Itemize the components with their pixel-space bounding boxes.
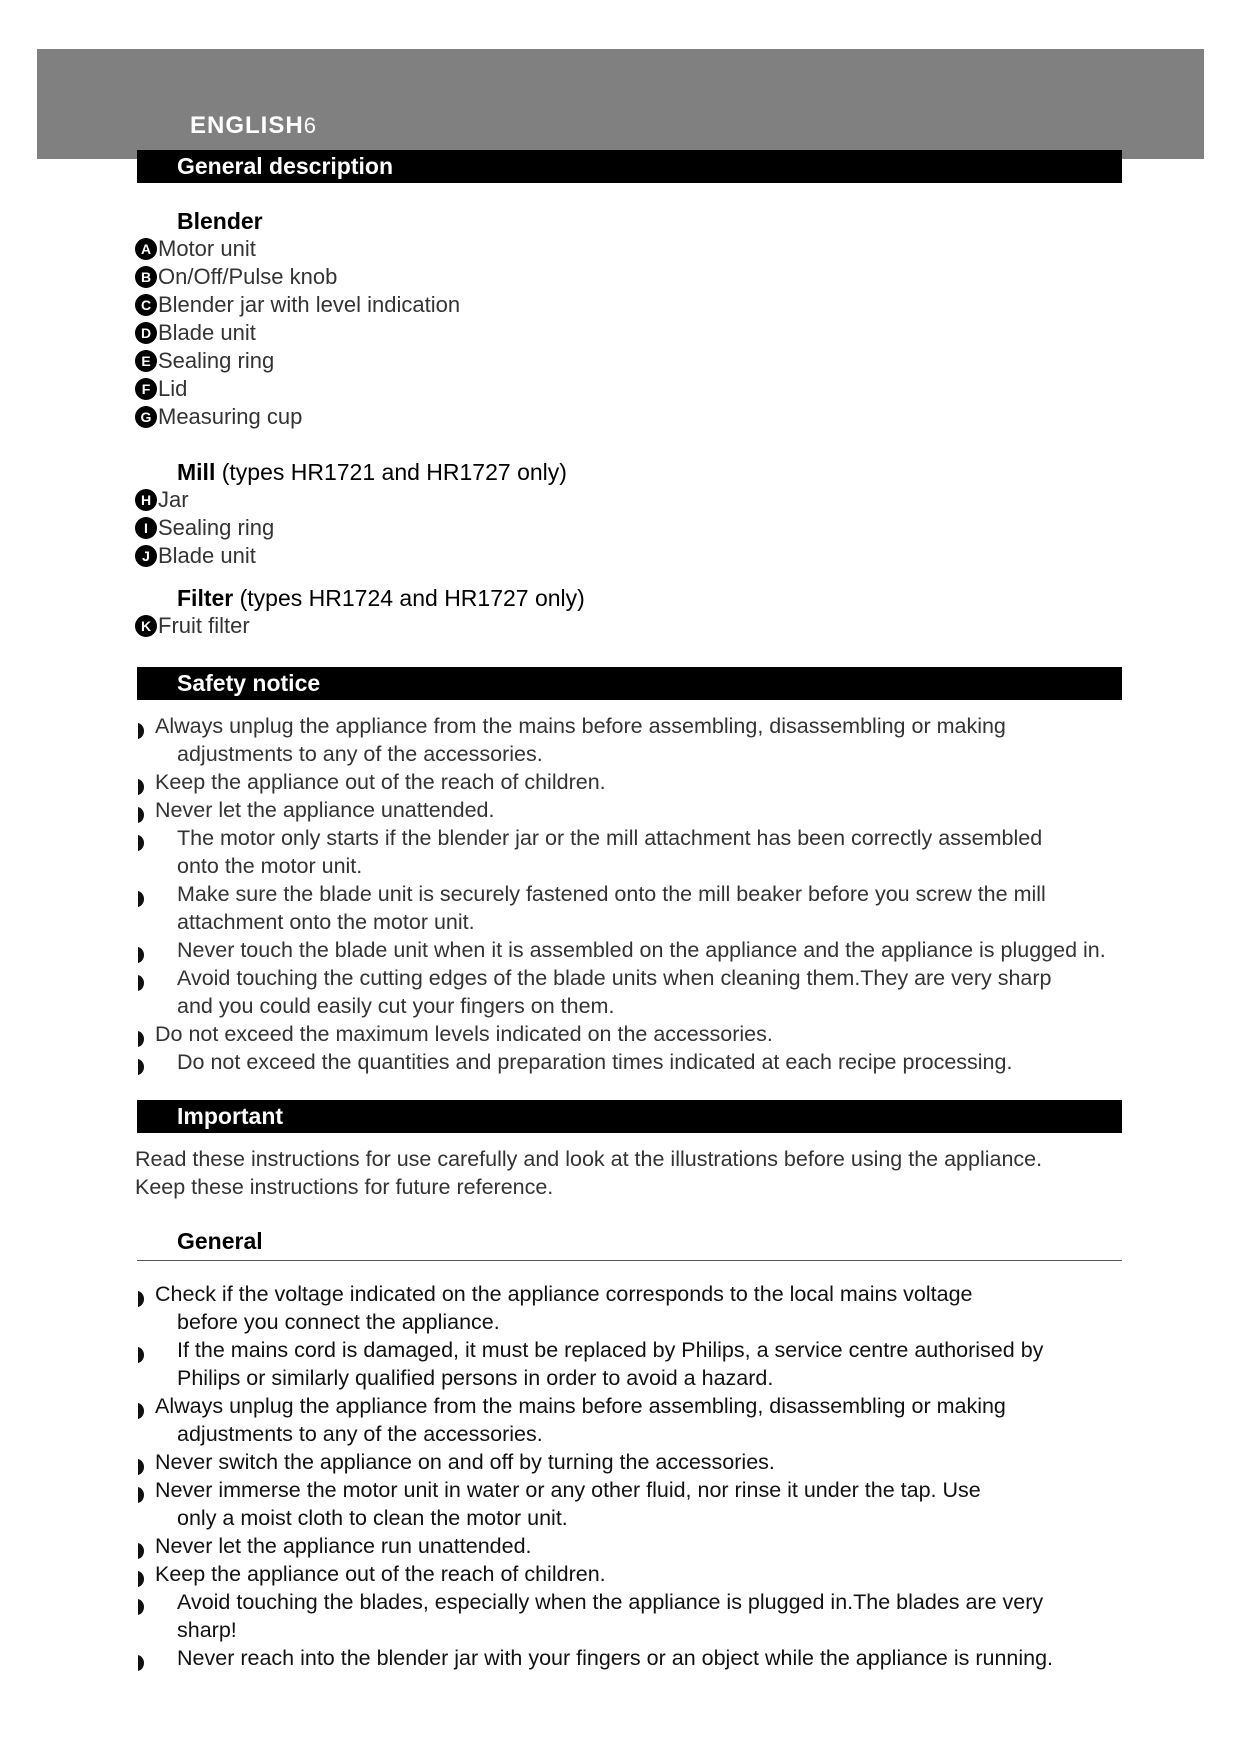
bullet-icon [135,1569,148,1589]
header-bar [37,49,1204,159]
part-item [135,263,337,291]
bullet-icon [135,1345,148,1365]
general-line: sharp! [177,1618,237,1642]
bullet-icon [135,777,148,797]
section-header-general-description [137,150,1122,183]
section-header-safety-notice [137,667,1122,700]
letter-badge-icon: B [135,266,157,288]
part-item [135,347,274,375]
letter-badge-icon: G [135,406,157,428]
part-item [135,235,256,263]
section-header-important [137,1100,1122,1133]
part-label: Blade unit [158,543,256,568]
general-line: before you connect the appliance. [177,1310,500,1334]
part-item [135,375,187,403]
part-label: Lid [158,376,188,401]
letter-badge-icon: E [135,350,157,372]
general-line: Philips or similarly qualified persons in order to avoid a hazard. [177,1366,774,1390]
section-title: General description [177,153,394,179]
part-item [135,319,256,347]
part-label: Measuring cup [158,404,303,429]
general-line: If the mains cord is damaged, it must be replaced by Philips, a service centre authorised by [177,1338,1044,1362]
bullet-icon [135,1653,148,1673]
letter-badge-icon: A [135,238,157,260]
general-line: Keep the appliance out of the reach of children. [155,1562,606,1586]
part-label: Blender jar with level indication [158,292,461,317]
letter-badge-icon: K [135,615,157,637]
safety-line: onto the motor unit. [177,854,363,878]
general-line: adjustments to any of the accessories. [177,1422,543,1446]
bullet-icon [135,1457,148,1477]
bullet-icon [135,889,148,909]
bullet-icon [135,1289,148,1309]
part-item [135,403,302,431]
safety-line: and you could easily cut your fingers on them. [177,994,615,1018]
part-label: On/Off/Pulse knob [158,264,338,289]
part-label: Jar [158,487,189,512]
page-number: 6 [303,113,316,138]
bullet-icon [135,805,148,825]
general-line: Never reach into the blender jar with your fingers or an object while the appliance is running. [177,1646,1054,1670]
letter-badge-icon: F [135,378,157,400]
bullet-icon [135,721,148,741]
page-language-label [190,112,316,140]
intro-line: Read these instructions for use carefully and look at the illustrations before using the appliance. [135,1147,1043,1171]
part-label: Motor unit [158,236,256,261]
part-item [135,291,460,319]
bullet-icon [135,1057,148,1077]
part-item [135,542,256,570]
safety-line: Do not exceed the quantities and preparation times indicated at each recipe processing. [177,1050,1013,1074]
safety-line: Do not exceed the maximum levels indicated on the accessories. [155,1022,773,1046]
safety-line: Never let the appliance unattended. [155,798,495,822]
safety-line: Never touch the blade unit when it is assembled on the appliance and the appliance is plugged in. [177,938,1106,962]
bullet-icon [135,833,148,853]
safety-line: adjustments to any of the accessories. [177,742,543,766]
safety-line: Keep the appliance out of the reach of children. [155,770,606,794]
part-item [135,486,189,514]
general-line: Never switch the appliance on and off by turning the accessories. [155,1450,775,1474]
safety-line: attachment onto the motor unit. [177,910,475,934]
bullet-icon [135,1597,148,1617]
subheading-filter: Filter (types HR1724 and HR1727 only) [177,585,585,611]
part-label: Sealing ring [158,515,275,540]
letter-badge-icon: H [135,489,157,511]
general-line: Check if the voltage indicated on the appliance corresponds to the local mains voltage [155,1282,973,1306]
letter-badge-icon: J [135,545,157,567]
bullet-icon [135,945,148,965]
heading-rule [137,1260,1122,1261]
subheading-blender: Blender [177,208,263,234]
intro-line: Keep these instructions for future reference. [135,1175,554,1199]
general-line: Always unplug the appliance from the mains before assembling, disassembling or making [155,1394,1006,1418]
letter-badge-icon: C [135,294,157,316]
subheading-general: General [177,1228,263,1254]
bullet-icon [135,1485,148,1505]
letter-badge-icon: I [135,517,157,539]
bullet-icon [135,973,148,993]
bullet-icon [135,1401,148,1421]
safety-line: Always unplug the appliance from the mains before assembling, disassembling or making [155,714,1006,738]
part-item [135,612,250,640]
part-item [135,514,274,542]
safety-line: Make sure the blade unit is securely fastened onto the mill beaker before you screw the mill [177,882,1046,906]
safety-line: Avoid touching the cutting edges of the blade units when cleaning them.They are very sharp [177,966,1052,990]
safety-line: The motor only starts if the blender jar or the mill attachment has been correctly assembled [177,826,1043,850]
section-title: Safety notice [177,670,321,696]
general-line: Never immerse the motor unit in water or any other fluid, nor rinse it under the tap. Use [155,1478,981,1502]
subheading-mill: Mill (types HR1721 and HR1727 only) [177,459,567,485]
general-line: Avoid touching the blades, especially when the appliance is plugged in.The blades are very [177,1590,1044,1614]
letter-badge-icon: D [135,322,157,344]
general-line: Never let the appliance run unattended. [155,1534,532,1558]
language-title: ENGLISH [190,112,304,139]
section-title: Important [177,1103,284,1129]
bullet-icon [135,1541,148,1561]
bullet-icon [135,1029,148,1049]
part-label: Blade unit [158,320,256,345]
part-label: Fruit filter [158,613,250,638]
general-line: only a moist cloth to clean the motor unit. [177,1506,568,1530]
part-label: Sealing ring [158,348,275,373]
